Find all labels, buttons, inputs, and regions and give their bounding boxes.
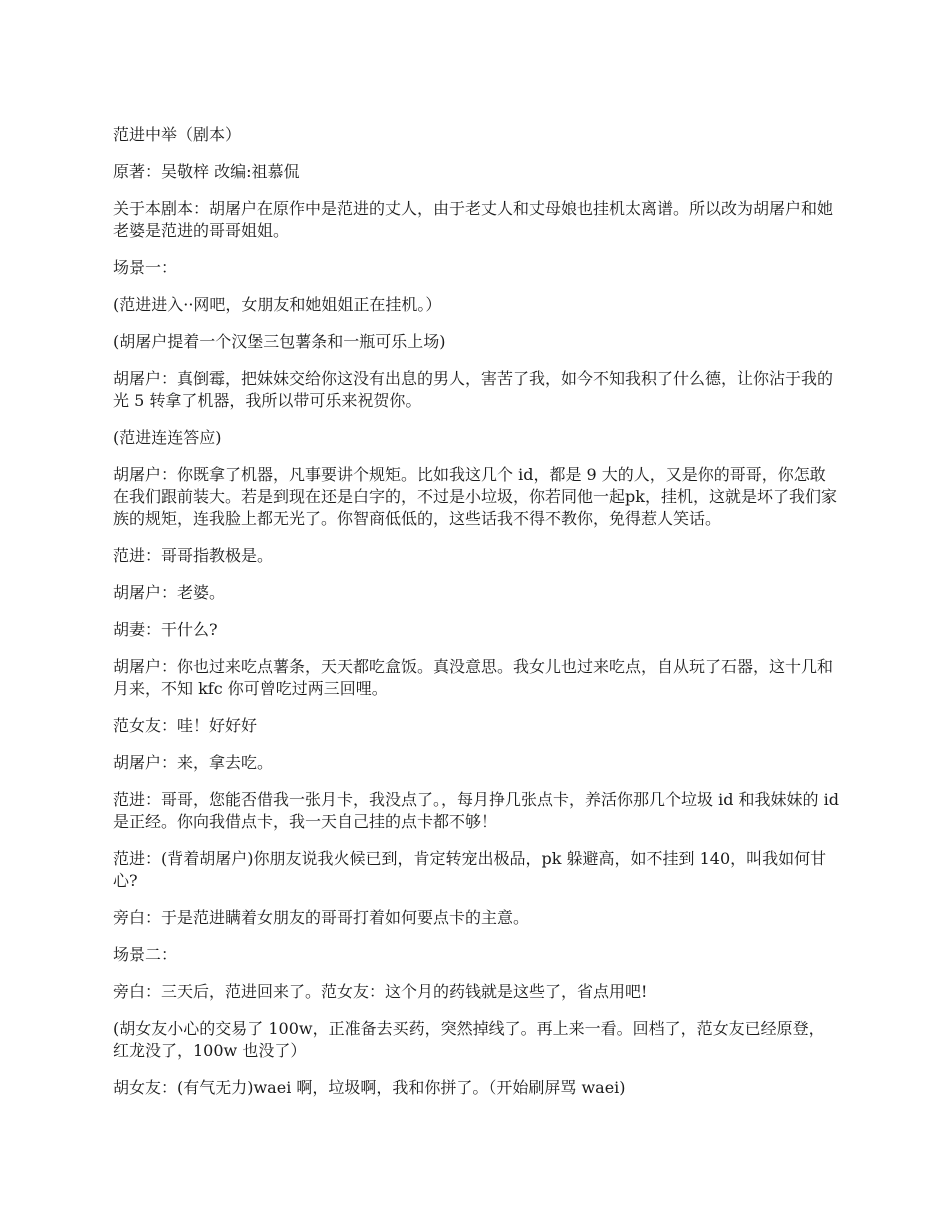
dialogue-line: 胡屠户：来，拿去吃。 xyxy=(113,753,274,772)
scene-heading: 场景一： xyxy=(113,258,178,277)
dialogue-line: 范进：(背着胡屠户)你朋友说我火候已到，肯定转宠出极品，pk 躲避高，如不挂到 140，叫我如何甘心? xyxy=(113,849,827,890)
dialogue-line: 胡女友：(有气无力)waei 啊，垃圾啊，我和你拼了。（开始刷屏骂 waei) xyxy=(113,1078,626,1097)
dialogue-line: 胡屠户：老婆。 xyxy=(113,583,226,602)
document-title: 范进中举（剧本） xyxy=(113,125,242,144)
narration-line: 旁白：于是范进瞒着女朋友的哥哥打着如何要点卡的主意。 xyxy=(113,908,530,927)
dialogue-line: 胡屠户：真倒霉，把妹妹交给你这没有出息的男人，害苦了我，如今不知我积了什么德，让你沾于我的光 5 转拿了机器，我所以带可乐来祝贺你。 xyxy=(113,369,834,410)
dialogue-line: 范进：哥哥，您能否借我一张月卡，我没点了。，每月挣几张点卡，养活你那几个垃圾 id 和我妹妹的 id 是正经。你向我借点卡，我一天自己挂的点卡都不够！ xyxy=(113,790,845,831)
stage-direction: (胡女友小心的交易了 100w，正准备去买药，突然掉线了。再上来一看。回档了，范女友已经原登，红龙没了，100w 也没了） xyxy=(113,1019,825,1060)
stage-direction: (胡屠户提着一个汉堡三包薯条和一瓶可乐上场) xyxy=(113,332,446,351)
scene-heading: 场景二： xyxy=(113,945,178,964)
dialogue-line: 胡屠户：你也过来吃点薯条，天天都吃盒饭。真没意思。我女儿也过来吃点，自从玩了石器，这十几和月来，不知 kfc 你可曾吃过两三回哩。 xyxy=(113,657,834,698)
stage-direction: (范进进入··网吧，女朋友和她姐姐正在挂机。） xyxy=(113,295,442,314)
dialogue-line: 胡屠户：你既拿了机器，凡事要讲个规矩。比如我这几个 id，都是 9 大的人，又是你的哥哥，你怎敢在我们跟前装大。若是到现在还是白字的，不过是小垃圾，你若同他一起pk，挂机，这就是坏了我们家族的规矩，连我脸上都无光了。你智商低低的，这些话我不得不教你，免得惹人笑话。 xyxy=(113,465,837,528)
narration-line: 旁白：三天后，范进回来了。范女友：这个月的药钱就是这些了，省点用吧! xyxy=(113,982,648,1001)
dialogue-line: 范进：哥哥指教极是。 xyxy=(113,546,274,565)
script-intro: 关于本剧本：胡屠户在原作中是范进的丈人，由于老丈人和丈母娘也挂机太离谱。所以改为胡屠户和她老婆是范进的哥哥姐姐。 xyxy=(113,199,834,240)
author-line: 原著：吴敬梓 改编:祖慕侃 xyxy=(113,162,300,181)
dialogue-line: 胡妻：干什么? xyxy=(113,620,218,639)
stage-direction: (范进连连答应) xyxy=(113,428,222,447)
document-body xyxy=(113,124,845,1114)
dialogue-line: 范女友：哇！好好好 xyxy=(113,716,258,735)
